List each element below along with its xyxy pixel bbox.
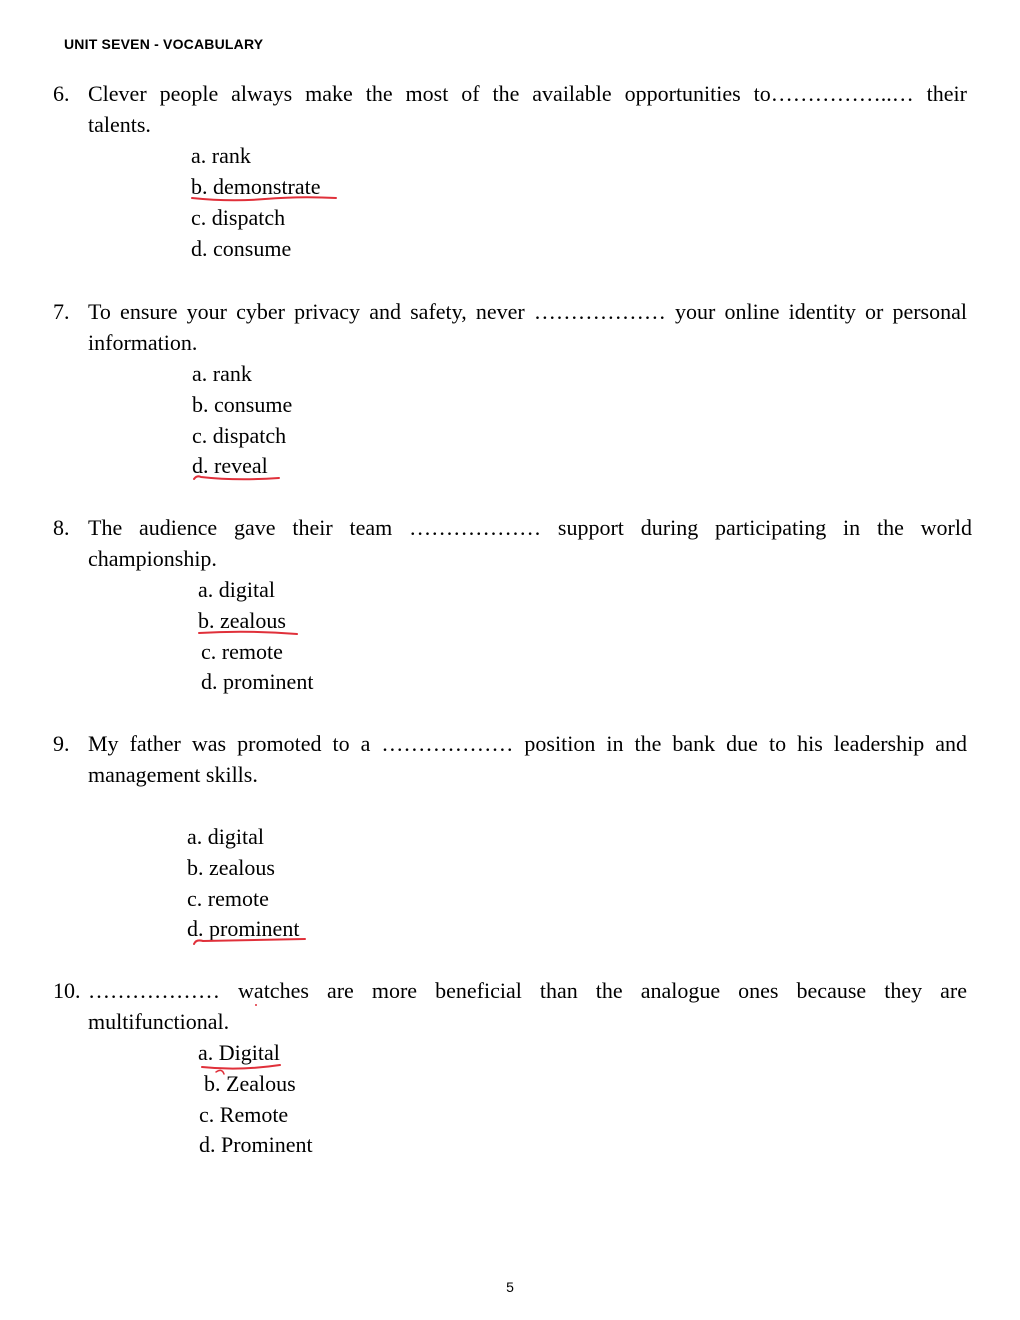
stem-line-2: talents. xyxy=(88,112,151,137)
option-d[interactable]: d. Prominent xyxy=(199,1132,313,1157)
stem-line-1: To ensure your cyber privacy and safety, never ……………… your online identity or personal xyxy=(88,299,967,324)
option-d[interactable]: d. reveal xyxy=(192,453,268,478)
question-number: 9. xyxy=(53,731,70,756)
question-number: 8. xyxy=(53,515,70,540)
stem-line-2: information. xyxy=(88,330,198,355)
stem-line-2: championship. xyxy=(88,546,217,571)
question-stem xyxy=(88,78,967,140)
stem-line-2: multifunctional. xyxy=(88,1009,230,1034)
question-number: 6. xyxy=(53,81,70,106)
stem-line-1: The audience gave their team ……………… support during participating in the world xyxy=(88,515,972,540)
option-b[interactable]: b. Zealous xyxy=(204,1071,296,1096)
question-stem xyxy=(88,296,967,358)
option-d[interactable]: d. prominent xyxy=(187,916,300,941)
stem-line-1: ……………… watches are more beneficial than the analogue ones because they are xyxy=(88,978,967,1003)
option-c[interactable]: c. Remote xyxy=(199,1102,289,1127)
question-number: 7. xyxy=(53,299,70,324)
option-b[interactable]: b. zealous xyxy=(198,608,286,633)
option-a[interactable]: a. rank xyxy=(192,361,252,386)
option-b[interactable]: b. consume xyxy=(192,392,293,417)
option-a[interactable]: a. rank xyxy=(191,143,251,168)
stem-line-1: Clever people always make the most of the available opportunities to……………..… their xyxy=(88,81,967,106)
option-c[interactable]: c. dispatch xyxy=(191,205,286,230)
question-number: 10. xyxy=(53,978,81,1003)
option-b[interactable]: b. demonstrate xyxy=(191,174,321,199)
option-d[interactable]: d. prominent xyxy=(201,669,314,694)
question-stem xyxy=(88,728,967,790)
unit-header: UNIT SEVEN - VOCABULARY xyxy=(64,36,264,52)
option-d[interactable]: d. consume xyxy=(191,236,292,261)
option-c[interactable]: c. dispatch xyxy=(192,423,287,448)
option-a[interactable]: a. digital xyxy=(187,824,264,849)
page-number: 5 xyxy=(506,1279,514,1295)
question-stem xyxy=(88,975,967,1037)
question-stem xyxy=(88,512,972,574)
option-a[interactable]: a. Digital xyxy=(198,1040,280,1065)
option-b[interactable]: b. zealous xyxy=(187,855,275,880)
option-c[interactable]: c. remote xyxy=(187,886,269,911)
option-c[interactable]: c. remote xyxy=(201,639,283,664)
stem-line-2: management skills. xyxy=(88,762,258,787)
option-a[interactable]: a. digital xyxy=(198,577,275,602)
stem-line-1: My father was promoted to a ……………… position in the bank due to his leadership and xyxy=(88,731,967,756)
